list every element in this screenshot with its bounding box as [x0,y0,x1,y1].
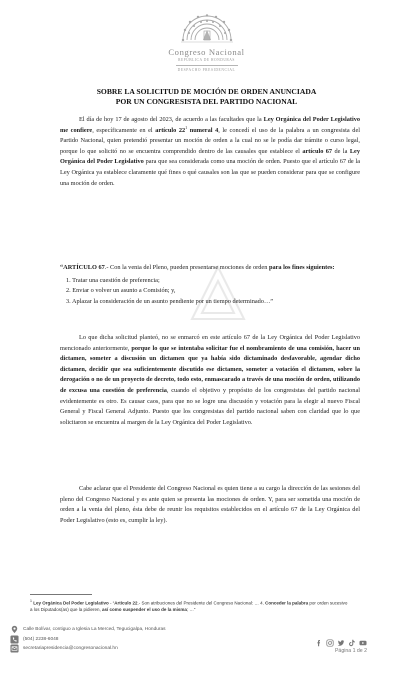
p1-text-5: para que sea considerada como una moción de orden. Puesto que el artículo 67 de la Ley Orgánica ya establece claramente qué fines o qué causales son las que se pueden considerar para que se configure una moción de orden. [60,158,361,187]
address-row [10,625,260,635]
p2-text-2: , cuando el objetivo y propósito de los congresistas del partido nacional evidentemente es otro. Es causar caos, para que no se logre una discusión y votación para la elegir al nuevo Fiscal General y Fiscal General Adjunto. Puesto que los congresistas del partido nacional saben con claridad que lo que solicitaron se encuentra al margen de la Ley Orgánica del Poder Legislativo. [60,386,360,426]
quote-open-mark: “ [60,264,64,271]
letterhead [0,6,413,72]
twitter-icon[interactable] [337,634,345,642]
p2-text-1: Lo que dicha solicitud planteó, no se enmarcó en este artículo 67 de la Ley Orgánica del Poder Legislativo mencionado anteriormente, [60,334,360,352]
youtube-icon[interactable] [359,634,367,642]
fn-bold-3: Conceder la palabra [265,600,309,606]
footnote-ref: 1 [185,124,188,130]
p1-bold-4: artículo 67 [302,147,333,155]
congress-seal-icon [177,6,237,46]
p1-text-4: de la [332,147,350,155]
org-subtitle: REPÚBLICA DE HONDURAS [178,58,235,62]
footnote-divider [30,594,92,595]
list-item: 3. Aplazar la consideración de un asunto pendiente por un tiempo determinado…” [66,297,274,305]
list-item: 1. Tratar una cuestión de preferencia; [66,276,160,284]
quote-bold-tail: para los fines siguientes: [268,264,335,271]
social-links [315,634,367,642]
fn-text-2: .- Son atribuciones del Presidente del Congreso Nacional: … 4. [137,600,266,606]
quote-intro [60,263,360,274]
paragraph-1 [60,115,360,189]
email-icon [10,644,19,653]
paragraph-2 [60,333,360,428]
fn-bold-4: así como suspender el uso de la misma [102,606,187,612]
quote-text: .- Con la venia del Pleno, pueden presentarse mociones de orden [104,264,269,271]
fn-text-1: - “ [108,600,115,606]
fn-text-3: por orden sucesivo a los Diputados(as) que la pidieren, [30,600,348,612]
fn-bold-2: Artículo 22 [114,600,138,606]
page-number: Página 1 de 2 [334,648,367,654]
tiktok-icon[interactable] [348,634,356,642]
p1-bold-3: numeral 4 [187,126,219,134]
footer-phone: (504) 2238-6048 [23,636,59,642]
footer-email[interactable]: secretariapresidencia@congresonacional.hn [23,646,118,652]
p1-text-2: , específicamente en el [92,126,156,134]
phone-icon [10,635,19,644]
footnote [30,598,350,613]
p1-bold-5: Ley Orgánica del Poder Legislativo [60,147,361,166]
location-pin-icon [10,625,19,634]
list-item: 2. Enviar o volver un asunto a Comisión; y, [66,287,176,295]
document-title [0,87,413,106]
quote-article-ref: ARTÍCULO 67 [63,264,105,271]
p2-bold-1: porque lo que se intentaba solicitar fue el nombramiento de una comisión, hacer un dictamen, someter a discusión un dictamen que ya había sido dictaminado desfavorable, agendar dicho dictamen, decidir que sea suficientemente discutido ese dictamen, someter a votación el dictamen, sobre la derogación o no de un proyecto de decreto, todo esto, enmascarado a través de una moción de orden, utilizando de excusa una cuestión de preferencia [60,344,360,394]
fn-text-4: ; …” [186,606,196,612]
contact-info [10,625,260,654]
letterhead-divider [176,65,238,66]
quote-list [60,276,360,308]
quoted-article [60,263,360,307]
title-line-2: POR UN CONGRESISTA DEL PARTIDO NACIONAL [115,96,298,106]
department-name: DESPACHO PRESIDENCIAL [177,68,236,72]
instagram-icon[interactable] [326,634,334,642]
footnote-number: 1 [30,599,32,603]
email-row [10,644,260,654]
phone-row [10,635,260,645]
p1-text-3: , le concedí el uso de la palabra a un congresista del Partido Nacional, quien pretendió presentar un moción de orden a la cual no se le podía dar trámite o curso legal, porque lo que solicitó no se encuentra comprendido dentro de las causales que establece el [60,126,360,155]
page-footer [0,625,413,655]
facebook-icon[interactable] [315,634,323,642]
p1-text-1: El día de hoy 17 de agosto del 2023, de acuerdo a las facultades que la [79,116,264,123]
p1-bold-2: artículo 22 [155,126,186,134]
paragraph-3: Cabe aclarar que el Presidente del Congreso Nacional es quien tiene a su cargo la dirección de las sesiones del pleno del Congreso Nacional y es ante quien se presenta las mociones de orden. Y, para ser sometida una moción de orden a la venia del pleno, ésta debe de reunir los requisitos establecidos en el artículo 67 de la Ley Orgánica del Poder Legislativo (esto es, cumplir la ley). [60,485,360,524]
org-name: Congreso Nacional [168,47,245,57]
title-line-1: SOBRE LA SOLICITUD DE MOCIÓN DE ORDEN ANUNCIADA [96,87,317,96]
p1-bold-1: Ley Orgánica del Poder Legislativo me confiere [60,116,361,134]
footer-address: Calle Bolívar, contiguo a Iglesia La Merced, Tegucigalpa, Honduras [23,627,166,633]
fn-bold-1: Ley Orgánica Del Poder Legislativo [33,600,109,606]
